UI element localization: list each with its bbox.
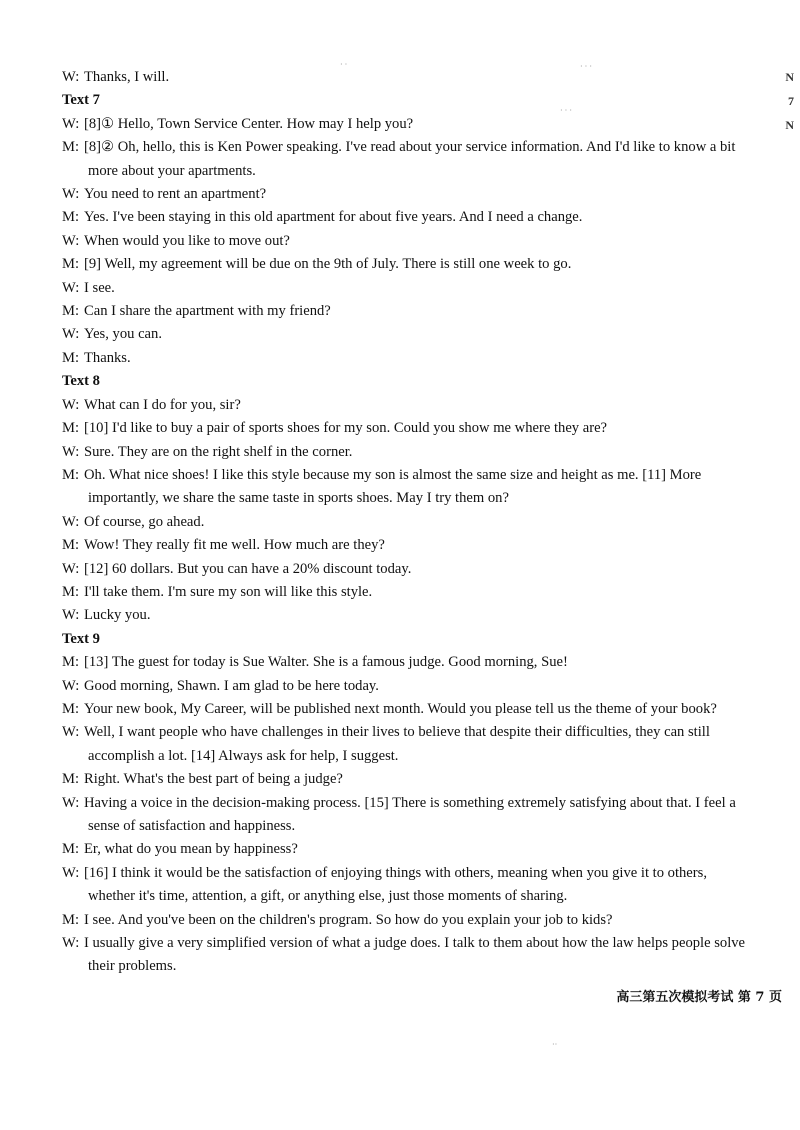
speaker-label: M:: [62, 209, 80, 226]
dialogue-line: [62, 66, 754, 89]
dialogue-text: I see. And you've been on the children's program. So how do you explain your job to kids?: [84, 911, 613, 928]
speaker-label: W:: [62, 513, 80, 530]
dialogue-text: [9] Well, my agreement will be due on the 9th of July. There is still one week to go.: [84, 256, 572, 273]
speaker-label: M:: [62, 771, 80, 788]
speaker-label: M:: [62, 256, 80, 273]
dialogue-text: Thanks, I will.: [84, 69, 170, 85]
dialogue-line: [62, 417, 754, 440]
dialogue-line: [62, 206, 754, 229]
dialogue-line: [62, 323, 754, 346]
speaker-label: M:: [62, 911, 80, 928]
dialogue-text: Your new book, My Career, will be published next month. Would you please tell us the theme of your book?: [84, 700, 717, 717]
speaker-label: M:: [62, 583, 80, 600]
dialogue-text: Wow! They really fit me well. How much are they?: [84, 537, 385, 554]
dialogue-text: Having a voice in the decision-making process. [15] There is something extremely satisfying about that. I feel a sense of satisfaction and happiness.: [84, 794, 736, 834]
edge-mark: 7: [788, 94, 794, 108]
dialogue-line: [62, 909, 754, 932]
speaker-label: M:: [62, 537, 80, 554]
dialogue-line: [62, 721, 754, 768]
speaker-label: W:: [62, 232, 80, 249]
dialogue-line: [62, 511, 754, 534]
dialogue-line: [62, 441, 754, 464]
speaker-label: W:: [62, 677, 80, 694]
dialogue-line: [62, 675, 754, 698]
dialogue-line: [62, 558, 754, 581]
page-footer: 高三第五次模拟考试 第 7 页: [616, 990, 782, 1005]
dialogue-text: [16] I think it would be the satisfaction of enjoying things with others, meaning when you give it to others, whether it's time, attention, a gift, or anything else, just those moments of sharing.: [84, 864, 707, 905]
dialogue-text: [8]① Hello, Town Service Center. How may I help you?: [84, 115, 414, 132]
dialogue-text: When would you like to move out?: [84, 232, 290, 249]
speaker-label: W:: [62, 279, 80, 296]
dialogue-text: What can I do for you, sir?: [84, 396, 241, 413]
speaker-label: W:: [62, 607, 80, 624]
speaker-label: W:: [62, 396, 80, 413]
dialogue-line: [62, 277, 754, 300]
dialogue-text: I usually give a very simplified version of what a judge does. I talk to them about how the law helps people solve their problems.: [84, 935, 746, 975]
dialogue-text: Well, I want people who have challenges in their lives to believe that despite their difficulties, they can still accomplish a lot. [14] Always ask for help, I suggest.: [84, 724, 710, 764]
dialogue-line: [62, 604, 754, 627]
dialogue-line: [62, 113, 754, 136]
dialogue-text: Er, what do you mean by happiness?: [84, 841, 298, 858]
transcript: [62, 66, 754, 979]
dialogue-text: Yes. I've been staying in this old apartment for about five years. And I need a change.: [84, 209, 583, 226]
speaker-label: W:: [62, 69, 80, 85]
dialogue-line: [62, 932, 754, 979]
section-heading: Text 8: [62, 373, 100, 390]
speaker-label: W:: [62, 186, 80, 203]
speaker-label: M:: [62, 700, 80, 717]
speaker-label: M:: [62, 420, 80, 437]
dialogue-text: [10] I'd like to buy a pair of sports shoes for my son. Could you show me where they are?: [84, 420, 608, 437]
dialogue-text: Yes, you can.: [84, 326, 162, 343]
dialogue-line: [62, 230, 754, 253]
dialogue-line: [62, 651, 754, 674]
speaker-label: W:: [62, 724, 80, 741]
dialogue-text: I see.: [84, 279, 115, 296]
dialogue-line: [62, 136, 754, 183]
speaker-label: W:: [62, 443, 80, 460]
dialogue-line: [62, 300, 754, 323]
dialogue-line: [62, 183, 754, 206]
speaker-label: W:: [62, 115, 80, 132]
dialogue-line: [62, 792, 754, 839]
dialogue-text: [13] The guest for today is Sue Walter. She is a famous judge. Good morning, Sue!: [84, 654, 568, 671]
speaker-label: M:: [62, 303, 80, 320]
speaker-label: W:: [62, 794, 80, 811]
speaker-label: M:: [62, 349, 80, 366]
speaker-label: W:: [62, 560, 80, 577]
dialogue-text: [12] 60 dollars. But you can have a 20% discount today.: [84, 560, 412, 577]
dialogue-line: [62, 347, 754, 370]
speaker-label: M:: [62, 841, 80, 858]
dialogue-text: Good morning, Shawn. I am glad to be here today.: [84, 677, 379, 694]
dialogue-text: Oh. What nice shoes! I like this style because my son is almost the same size and height as me. [11] More importantly, we share the same taste in sports shoes. May I try them on?: [84, 466, 702, 507]
speaker-label: W:: [62, 935, 80, 952]
scan-speck: ··: [552, 1040, 558, 1049]
dialogue-text: Sure. They are on the right shelf in the corner.: [84, 443, 353, 460]
speaker-label: M:: [62, 654, 80, 671]
dialogue-text: Right. What's the best part of being a judge?: [84, 771, 343, 788]
scan-speck: · · ·: [560, 106, 572, 115]
dialogue-text: Thanks.: [84, 349, 131, 366]
edge-mark: N: [785, 118, 794, 132]
speaker-label: W:: [62, 326, 80, 343]
speaker-label: W:: [62, 864, 80, 881]
dialogue-text: Lucky you.: [84, 607, 151, 624]
section-heading: Text 9: [62, 630, 100, 647]
dialogue-line: [62, 768, 754, 791]
scan-speck: · ·: [340, 60, 348, 69]
dialogue-text: I'll take them. I'm sure my son will like this style.: [84, 583, 373, 600]
section-heading: Text 7: [62, 92, 100, 109]
dialogue-line: [62, 581, 754, 604]
scan-speck: · · ·: [580, 62, 592, 71]
dialogue-line: [62, 838, 754, 861]
dialogue-line: [62, 394, 754, 417]
speaker-label: M:: [62, 139, 80, 156]
dialogue-line: [62, 698, 754, 721]
speaker-label: M:: [62, 466, 80, 483]
dialogue-line: [62, 862, 754, 909]
dialogue-text: [8]② Oh, hello, this is Ken Power speaking. I've read about your service information. And I'd like to know a bit more about your apartments.: [84, 139, 736, 179]
dialogue-text: Of course, go ahead.: [84, 513, 205, 530]
dialogue-text: Can I share the apartment with my friend?: [84, 303, 331, 320]
dialogue-line: [62, 464, 754, 511]
dialogue-text: You need to rent an apartment?: [84, 186, 267, 203]
dialogue-line: [62, 534, 754, 557]
edge-mark: N: [785, 70, 794, 84]
dialogue-line: [62, 253, 754, 276]
